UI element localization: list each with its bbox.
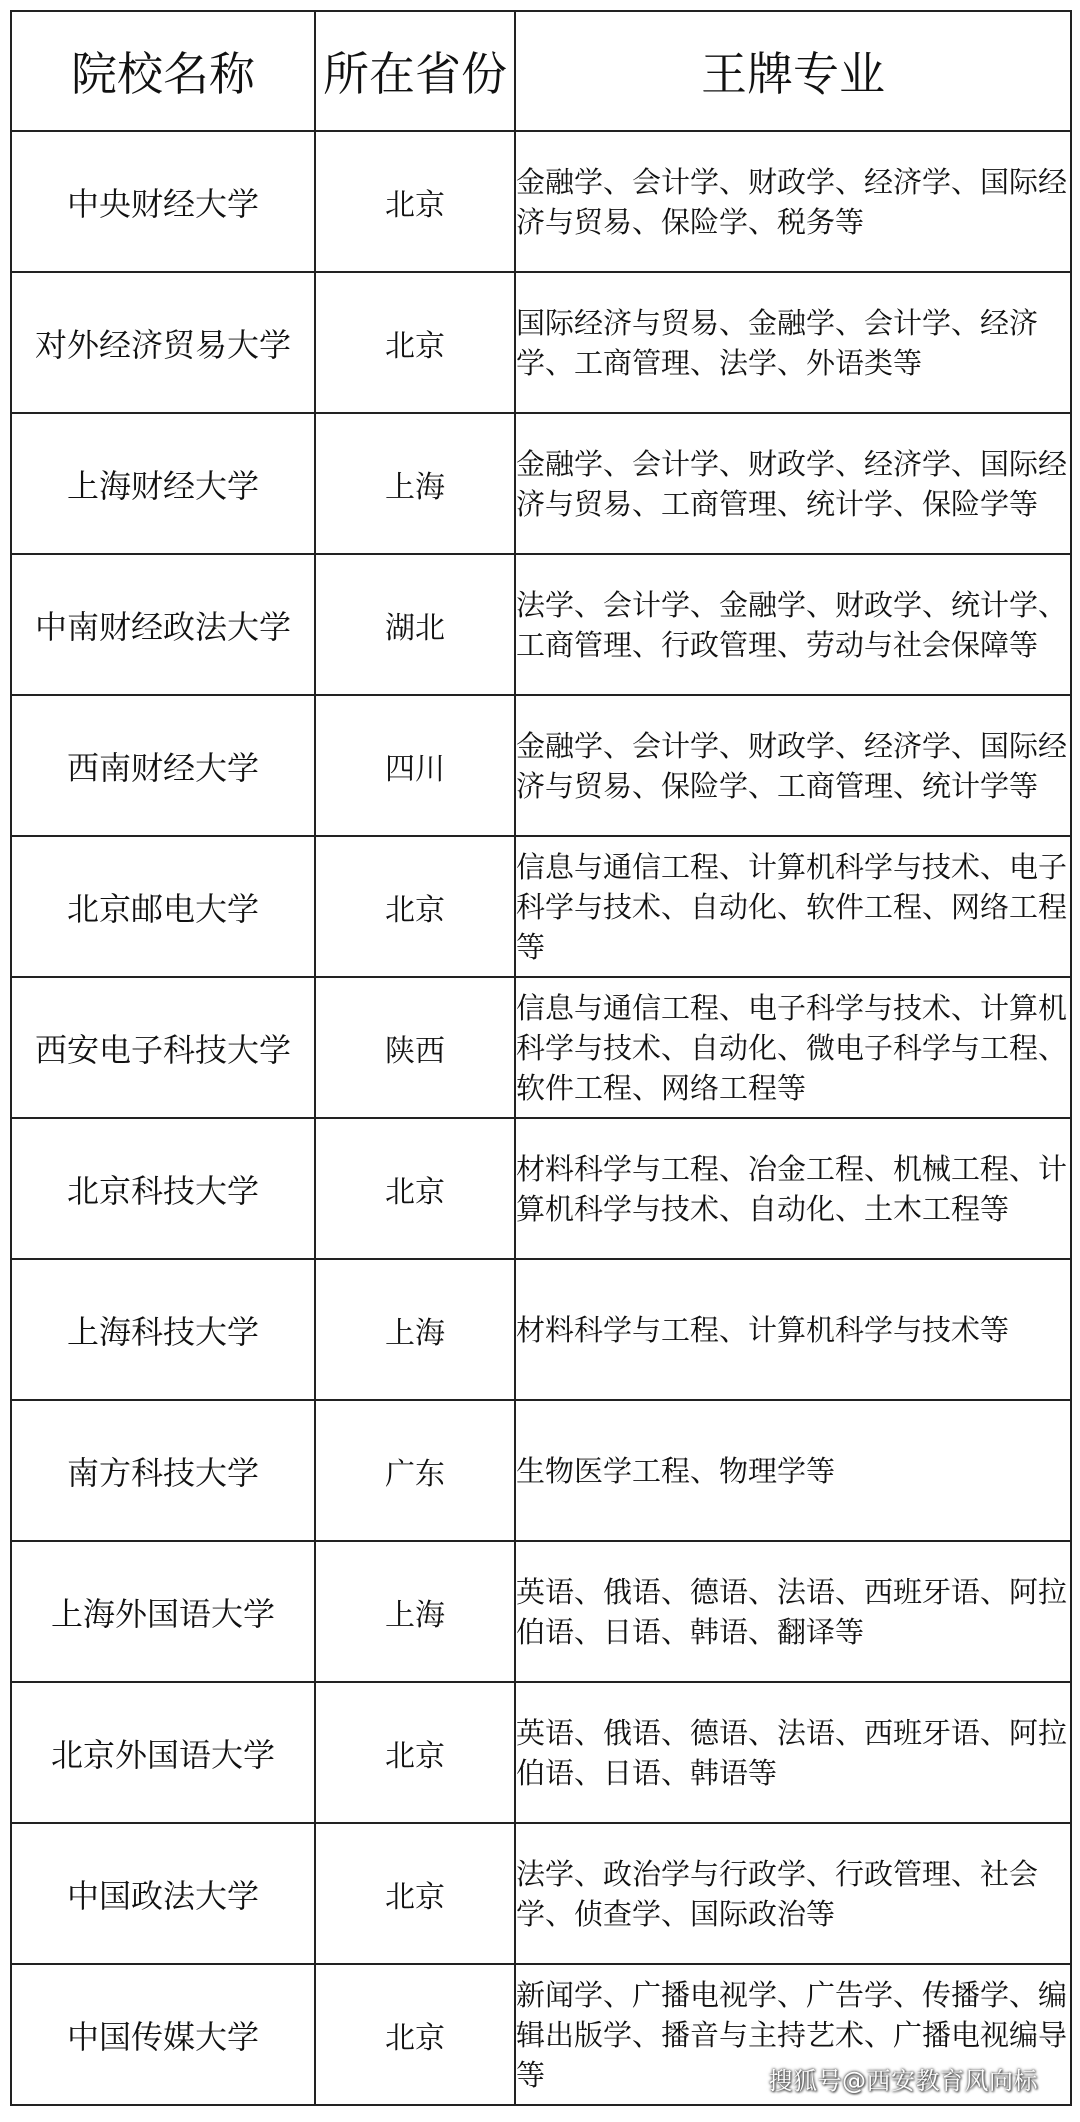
table-row bbox=[11, 1118, 1071, 1259]
header-university-name: 院校名称 bbox=[11, 11, 315, 131]
university-name: 上海科技大学 bbox=[11, 1259, 315, 1400]
province: 北京 bbox=[315, 131, 515, 272]
table-row bbox=[11, 836, 1071, 977]
university-name: 北京外国语大学 bbox=[11, 1682, 315, 1823]
university-name: 西南财经大学 bbox=[11, 695, 315, 836]
signature-majors: 新闻学、广播电视学、广告学、传播学、编辑出版学、播音与主持艺术、广播电视编导等 bbox=[515, 1964, 1071, 2105]
signature-majors: 法学、政治学与行政学、行政管理、社会学、侦查学、国际政治等 bbox=[515, 1823, 1071, 1964]
university-name: 北京科技大学 bbox=[11, 1118, 315, 1259]
table-row bbox=[11, 977, 1071, 1118]
university-name: 对外经济贸易大学 bbox=[11, 272, 315, 413]
province: 上海 bbox=[315, 1541, 515, 1682]
table-row bbox=[11, 131, 1071, 272]
province: 陕西 bbox=[315, 977, 515, 1118]
table-row bbox=[11, 1823, 1071, 1964]
province: 北京 bbox=[315, 836, 515, 977]
table-row bbox=[11, 413, 1071, 554]
signature-majors: 生物医学工程、物理学等 bbox=[515, 1400, 1071, 1541]
signature-majors: 英语、俄语、德语、法语、西班牙语、阿拉伯语、日语、韩语等 bbox=[515, 1682, 1071, 1823]
province: 广东 bbox=[315, 1400, 515, 1541]
header-province: 所在省份 bbox=[315, 11, 515, 131]
table-row bbox=[11, 1259, 1071, 1400]
province: 北京 bbox=[315, 1823, 515, 1964]
table-row bbox=[11, 554, 1071, 695]
signature-majors: 金融学、会计学、财政学、经济学、国际经济与贸易、保险学、工商管理、统计学等 bbox=[515, 695, 1071, 836]
source-watermark: 搜狐号@西安教育风向标 bbox=[768, 2067, 1038, 2095]
province: 北京 bbox=[315, 272, 515, 413]
university-name: 中央财经大学 bbox=[11, 131, 315, 272]
table-row bbox=[11, 1682, 1071, 1823]
province: 北京 bbox=[315, 1118, 515, 1259]
province: 北京 bbox=[315, 1964, 515, 2105]
province: 四川 bbox=[315, 695, 515, 836]
signature-majors: 金融学、会计学、财政学、经济学、国际经济与贸易、工商管理、统计学、保险学等 bbox=[515, 413, 1071, 554]
province: 上海 bbox=[315, 413, 515, 554]
header-signature-majors: 王牌专业 bbox=[515, 11, 1071, 131]
table-row bbox=[11, 1400, 1071, 1541]
university-name: 中南财经政法大学 bbox=[11, 554, 315, 695]
signature-majors: 材料科学与工程、计算机科学与技术等 bbox=[515, 1259, 1071, 1400]
university-name: 中国政法大学 bbox=[11, 1823, 315, 1964]
table-row bbox=[11, 272, 1071, 413]
university-name: 北京邮电大学 bbox=[11, 836, 315, 977]
university-name: 中国传媒大学 bbox=[11, 1964, 315, 2105]
signature-majors: 法学、会计学、金融学、财政学、统计学、工商管理、行政管理、劳动与社会保障等 bbox=[515, 554, 1071, 695]
province: 湖北 bbox=[315, 554, 515, 695]
university-name: 上海财经大学 bbox=[11, 413, 315, 554]
table-row bbox=[11, 1541, 1071, 1682]
province: 上海 bbox=[315, 1259, 515, 1400]
university-majors-table bbox=[10, 10, 1072, 2106]
table-row bbox=[11, 695, 1071, 836]
signature-majors: 信息与通信工程、电子科学与技术、计算机科学与技术、自动化、微电子科学与工程、软件工程、网络工程等 bbox=[515, 977, 1071, 1118]
university-name: 南方科技大学 bbox=[11, 1400, 315, 1541]
signature-majors: 信息与通信工程、计算机科学与技术、电子科学与技术、自动化、软件工程、网络工程等 bbox=[515, 836, 1071, 977]
province: 北京 bbox=[315, 1682, 515, 1823]
signature-majors: 国际经济与贸易、金融学、会计学、经济学、工商管理、法学、外语类等 bbox=[515, 272, 1071, 413]
signature-majors: 金融学、会计学、财政学、经济学、国际经济与贸易、保险学、税务等 bbox=[515, 131, 1071, 272]
signature-majors: 材料科学与工程、冶金工程、机械工程、计算机科学与技术、自动化、土木工程等 bbox=[515, 1118, 1071, 1259]
university-name: 西安电子科技大学 bbox=[11, 977, 315, 1118]
signature-majors: 英语、俄语、德语、法语、西班牙语、阿拉伯语、日语、韩语、翻译等 bbox=[515, 1541, 1071, 1682]
university-name: 上海外国语大学 bbox=[11, 1541, 315, 1682]
table-header-row bbox=[11, 11, 1071, 131]
